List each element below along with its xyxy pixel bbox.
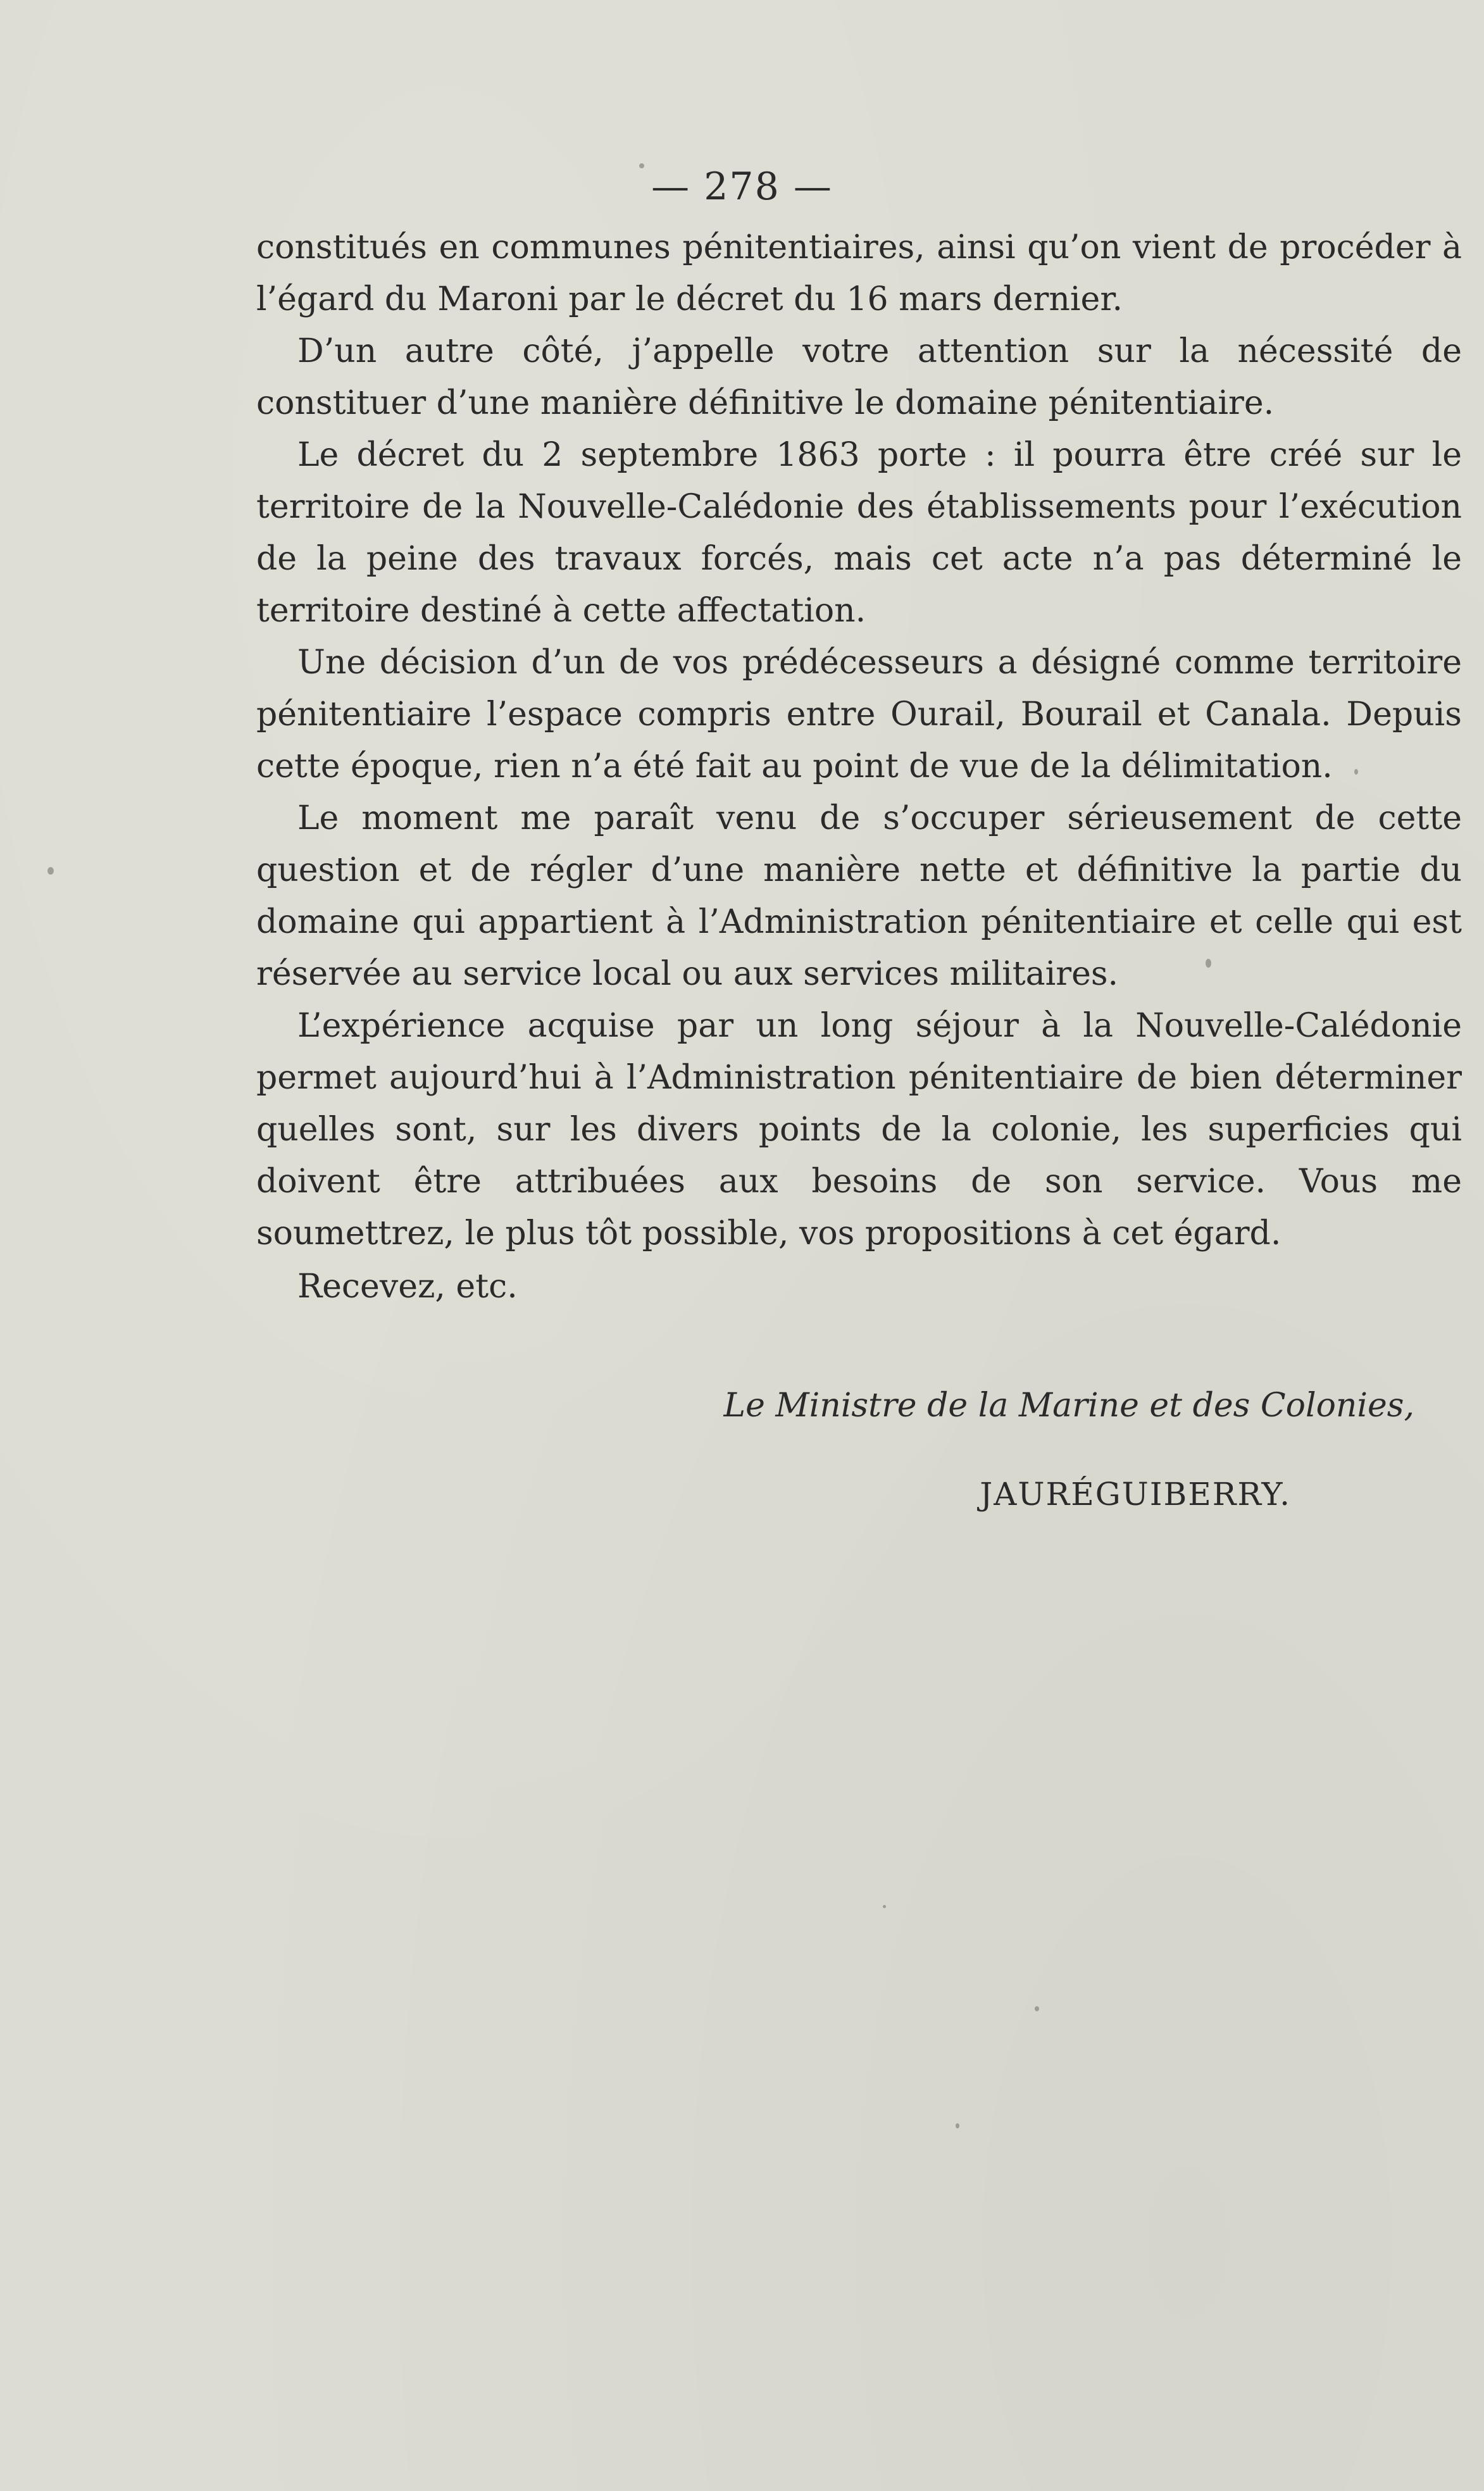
paragraph-3: Le décret du 2 septembre 1863 porte : il pourra être créé sur le territoire de la Nouvelle-Calédonie des établissements pour l’exécution de la peine des travaux forcés, mais cet acte n’a pas déterminé le territoire destiné à cette affectation. bbox=[256, 436, 1462, 630]
paper-speck bbox=[47, 867, 54, 875]
paper-speck bbox=[1354, 769, 1358, 775]
paragraph-4: Une décision d’un de vos prédécesseurs a désigné comme territoire pénitentiaire l’espace compris entre Ourail, Bourail et Canala. Depuis cette époque, rien n’a été fait au point de vue de la délimitation. bbox=[256, 644, 1462, 785]
paper-speck bbox=[883, 1905, 886, 1908]
paper-speck bbox=[1206, 959, 1211, 968]
body-text bbox=[256, 222, 1462, 1313]
paragraph-6: L’expérience acquise par un long séjour à la Nouvelle-Calédonie permet aujourd’hui à l’Administration pénitentiaire de bien déterminer quelles sont, sur les divers points de la colonie, les superficies qui doivent être attribuées aux besoins de son service. Vous me soumettrez, le plus tôt possible, vos propositions à cet égard. bbox=[256, 1007, 1462, 1252]
closing-formula: Recevez, etc. bbox=[297, 1268, 518, 1306]
signature-name: JAURÉGUIBERRY. bbox=[980, 1476, 1291, 1513]
paragraph-5: Le moment me paraît venu de s’occuper sérieusement de cette question et de régler d’une manière nette et définitive la partie du domaine qui appartient à l’Administration pénitentiaire et celle qui est réservée au service local ou aux services militaires. bbox=[256, 799, 1462, 993]
page-number: — 278 — bbox=[651, 165, 833, 209]
paper-speck bbox=[639, 163, 644, 168]
paragraph-2: D’un autre côté, j’appelle votre attention sur la nécessité de constituer d’une manière définitive le domaine pénitentiaire. bbox=[256, 332, 1462, 422]
signature-title: Le Ministre de la Marine et des Colonies, bbox=[723, 1387, 1414, 1425]
paper-speck bbox=[1035, 2006, 1039, 2011]
paper-speck bbox=[956, 2123, 959, 2128]
paragraph-1: constitués en communes pénitentiaires, ainsi qu’on vient de procéder à l’égard du Maroni par le décret du 16 mars dernier. bbox=[256, 228, 1462, 318]
